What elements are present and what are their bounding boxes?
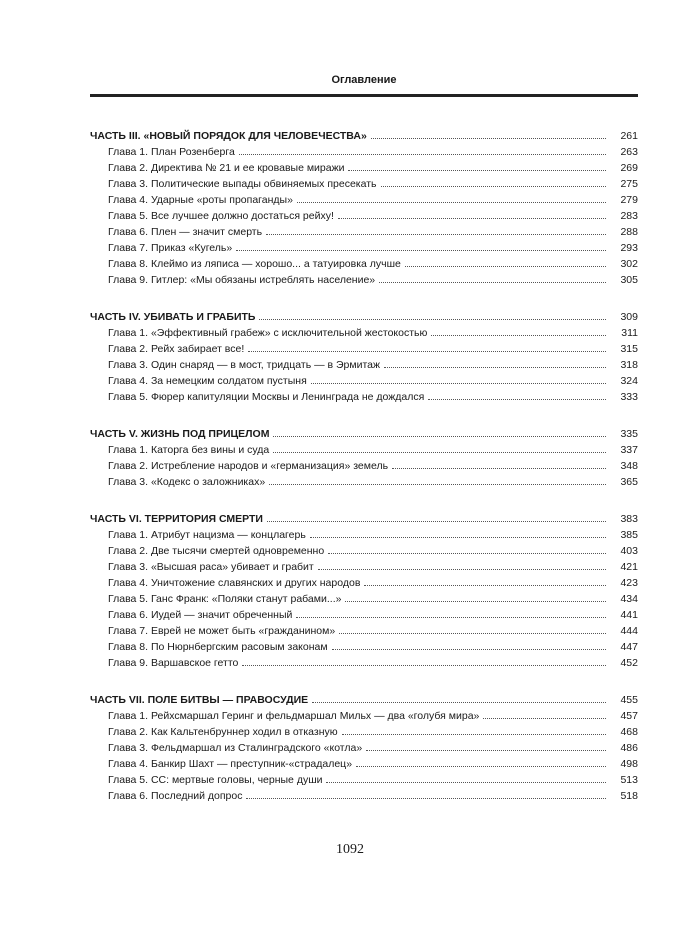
- chapter-entry-title: Глава 7. Приказ «Кугель»: [108, 242, 233, 254]
- chapter-entry-page: 441: [620, 609, 638, 621]
- chapter-entry: [90, 271, 638, 287]
- chapter-entry-page: 288: [620, 226, 638, 238]
- chapter-entry: [90, 457, 638, 473]
- dot-leader: [384, 367, 606, 368]
- chapter-entry-page: 275: [620, 178, 638, 190]
- dot-leader: [273, 436, 606, 437]
- dot-leader: [326, 782, 606, 783]
- chapter-entry: [90, 473, 638, 489]
- toc-part: [90, 126, 638, 287]
- part-heading-page: 309: [620, 311, 638, 323]
- toc-part: [90, 509, 638, 670]
- chapter-entry-title: Глава 2. Как Кальтенбруннер ходил в отказную: [108, 726, 338, 738]
- chapter-entry: [90, 590, 638, 606]
- chapter-entry-title: Глава 2. Директива № 21 и ее кровавые миражи: [108, 162, 345, 174]
- chapter-entry-page: 434: [620, 593, 638, 605]
- dot-leader: [339, 633, 606, 634]
- chapter-entry: [90, 340, 638, 356]
- chapter-entry-title: Глава 5. Ганс Франк: «Поляки станут рабами...»: [108, 593, 342, 605]
- chapter-entry: [90, 574, 638, 590]
- chapter-entry-title: Глава 6. Последний допрос: [108, 790, 243, 802]
- chapter-entry: [90, 654, 638, 670]
- part-heading-page: 335: [620, 428, 638, 440]
- dot-leader: [332, 649, 606, 650]
- chapter-entry-title: Глава 4. Ударные «роты пропаганды»: [108, 194, 293, 206]
- dot-leader: [273, 452, 606, 453]
- chapter-entry: [90, 175, 638, 191]
- chapter-entry: [90, 723, 638, 739]
- dot-leader: [371, 138, 606, 139]
- chapter-entry-title: Глава 4. За немецким солдатом пустыня: [108, 375, 307, 387]
- chapter-entry: [90, 787, 638, 803]
- chapter-entry: [90, 143, 638, 159]
- part-heading-page: 261: [620, 130, 638, 142]
- dot-leader: [259, 319, 606, 320]
- chapter-entry-title: Глава 1. План Розенберга: [108, 146, 235, 158]
- dot-leader: [342, 734, 606, 735]
- dot-leader: [297, 202, 606, 203]
- dot-leader: [246, 798, 606, 799]
- dot-leader: [366, 750, 606, 751]
- chapter-entry: [90, 223, 638, 239]
- chapter-entry-page: 315: [620, 343, 638, 355]
- dot-leader: [392, 468, 606, 469]
- toc-part: [90, 690, 638, 803]
- dot-leader: [318, 569, 606, 570]
- chapter-entry: [90, 707, 638, 723]
- chapter-entry-title: Глава 7. Еврей не может быть «гражданином»: [108, 625, 336, 637]
- dot-leader: [379, 282, 606, 283]
- part-heading: [90, 307, 638, 324]
- toc-part: [90, 307, 638, 404]
- dot-leader: [310, 537, 606, 538]
- part-heading-title: ЧАСТЬ V. ЖИЗНЬ ПОД ПРИЦЕЛОМ: [90, 428, 270, 440]
- chapter-entry-title: Глава 3. Фельдмаршал из Сталинградского «котла»: [108, 742, 363, 754]
- chapter-entry-page: 447: [620, 641, 638, 653]
- chapter-entry-page: 423: [620, 577, 638, 589]
- chapter-entry: [90, 558, 638, 574]
- part-heading: [90, 126, 638, 143]
- chapter-entry-page: 457: [620, 710, 638, 722]
- part-heading-page: 383: [620, 513, 638, 525]
- chapter-entry-title: Глава 6. Иудей — значит обреченный: [108, 609, 293, 621]
- chapter-entry-page: 348: [620, 460, 638, 472]
- chapter-entry: [90, 191, 638, 207]
- chapter-entry-title: Глава 3. «Кодекс о заложниках»: [108, 476, 266, 488]
- dot-leader: [348, 170, 606, 171]
- dot-leader: [428, 399, 606, 400]
- dot-leader: [356, 766, 606, 767]
- chapter-entry: [90, 159, 638, 175]
- chapter-entry-page: 283: [620, 210, 638, 222]
- dot-leader: [431, 335, 606, 336]
- chapter-entry-page: 279: [620, 194, 638, 206]
- chapter-entry-page: 486: [620, 742, 638, 754]
- chapter-entry-page: 318: [620, 359, 638, 371]
- part-heading-page: 455: [620, 694, 638, 706]
- chapter-entry-page: 385: [620, 529, 638, 541]
- chapter-entry-title: Глава 8. По Нюрнбергским расовым законам: [108, 641, 328, 653]
- chapter-entry-title: Глава 2. Рейх забирает все!: [108, 343, 245, 355]
- chapter-entry-page: 302: [620, 258, 638, 270]
- chapter-entry-page: 452: [620, 657, 638, 669]
- chapter-entry-title: Глава 9. Варшавское гетто: [108, 657, 239, 669]
- dot-leader: [483, 718, 606, 719]
- part-heading: [90, 509, 638, 526]
- dot-leader: [364, 585, 606, 586]
- toc-part: [90, 424, 638, 489]
- chapter-entry-title: Глава 2. Две тысячи смертей одновременно: [108, 545, 325, 557]
- chapter-entry-title: Глава 3. «Высшая раса» убивает и грабит: [108, 561, 314, 573]
- chapter-entry-title: Глава 8. Клеймо из ляписа — хорошо... а татуировка лучше: [108, 258, 401, 270]
- dot-leader: [296, 617, 606, 618]
- part-heading-title: ЧАСТЬ III. «НОВЫЙ ПОРЯДОК ДЛЯ ЧЕЛОВЕЧЕСТВА»: [90, 130, 367, 142]
- chapter-entry: [90, 755, 638, 771]
- chapter-entry: [90, 239, 638, 255]
- chapter-entry-title: Глава 5. СС: мертвые головы, черные души: [108, 774, 323, 786]
- chapter-entry-page: 498: [620, 758, 638, 770]
- part-heading-title: ЧАСТЬ VI. ТЕРРИТОРИЯ СМЕРТИ: [90, 513, 263, 525]
- header-rule: [90, 94, 638, 97]
- chapter-entry-title: Глава 3. Политические выпады обвиняемых пресекать: [108, 178, 377, 190]
- chapter-entry: [90, 372, 638, 388]
- dot-leader: [405, 266, 606, 267]
- chapter-entry-page: 305: [620, 274, 638, 286]
- chapter-entry-title: Глава 2. Истребление народов и «германизация» земель: [108, 460, 389, 472]
- chapter-entry-page: 365: [620, 476, 638, 488]
- part-heading-title: ЧАСТЬ IV. УБИВАТЬ И ГРАБИТЬ: [90, 311, 256, 323]
- chapter-entry-title: Глава 1. «Эффективный грабеж» с исключительной жестокостью: [108, 327, 428, 339]
- page-title: Оглавление: [331, 74, 397, 86]
- chapter-entry-page: 444: [620, 625, 638, 637]
- chapter-entry: [90, 441, 638, 457]
- chapter-entry: [90, 207, 638, 223]
- chapter-entry-title: Глава 4. Уничтожение славянских и других народов: [108, 577, 361, 589]
- chapter-entry-page: 421: [620, 561, 638, 573]
- part-heading: [90, 424, 638, 441]
- dot-leader: [338, 218, 606, 219]
- chapter-entry-page: 518: [620, 790, 638, 802]
- chapter-entry-title: Глава 1. Атрибут нацизма — концлагерь: [108, 529, 306, 541]
- chapter-entry-page: 513: [620, 774, 638, 786]
- chapter-entry-page: 333: [620, 391, 638, 403]
- dot-leader: [242, 665, 606, 666]
- dot-leader: [248, 351, 606, 352]
- chapter-entry: [90, 324, 638, 340]
- chapter-entry-title: Глава 4. Банкир Шахт — преступник-«страдалец»: [108, 758, 353, 770]
- chapter-entry-page: 337: [620, 444, 638, 456]
- chapter-entry: [90, 526, 638, 542]
- chapter-entry: [90, 356, 638, 372]
- chapter-entry-page: 403: [620, 545, 638, 557]
- chapter-entry-page: 293: [620, 242, 638, 254]
- chapter-entry: [90, 739, 638, 755]
- chapter-entry-title: Глава 5. Фюрер капитуляции Москвы и Ленинграда не дождался: [108, 391, 425, 403]
- chapter-entry-title: Глава 3. Один снаряд — в мост, тридцать — в Эрмитаж: [108, 359, 381, 371]
- chapter-entry-title: Глава 5. Все лучшее должно достаться рейху!: [108, 210, 334, 222]
- dot-leader: [345, 601, 606, 602]
- chapter-entry-page: 269: [620, 162, 638, 174]
- dot-leader: [328, 553, 606, 554]
- chapter-entry: [90, 542, 638, 558]
- dot-leader: [266, 234, 606, 235]
- dot-leader: [381, 186, 606, 187]
- chapter-entry: [90, 638, 638, 654]
- chapter-entry: [90, 388, 638, 404]
- table-of-contents: [90, 126, 638, 823]
- chapter-entry: [90, 622, 638, 638]
- part-heading-title: ЧАСТЬ VII. ПОЛЕ БИТВЫ — ПРАВОСУДИЕ: [90, 694, 309, 706]
- chapter-entry-page: 263: [620, 146, 638, 158]
- chapter-entry-title: Глава 9. Гитлер: «Мы обязаны истреблять население»: [108, 274, 376, 286]
- dot-leader: [269, 484, 606, 485]
- chapter-entry: [90, 771, 638, 787]
- chapter-entry-page: 311: [621, 327, 638, 339]
- chapter-entry-title: Глава 1. Каторга без вины и суда: [108, 444, 270, 456]
- chapter-entry: [90, 606, 638, 622]
- chapter-entry-title: Глава 6. Плен — значит смерть: [108, 226, 263, 238]
- dot-leader: [236, 250, 606, 251]
- dot-leader: [239, 154, 606, 155]
- dot-leader: [312, 702, 606, 703]
- chapter-entry-page: 324: [620, 375, 638, 387]
- chapter-entry-page: 468: [620, 726, 638, 738]
- chapter-entry-title: Глава 1. Рейхсмаршал Геринг и фельдмаршал Мильх — два «голубя мира»: [108, 710, 480, 722]
- chapter-entry: [90, 255, 638, 271]
- dot-leader: [267, 521, 606, 522]
- dot-leader: [311, 383, 606, 384]
- page-number: 1092: [336, 842, 364, 857]
- part-heading: [90, 690, 638, 707]
